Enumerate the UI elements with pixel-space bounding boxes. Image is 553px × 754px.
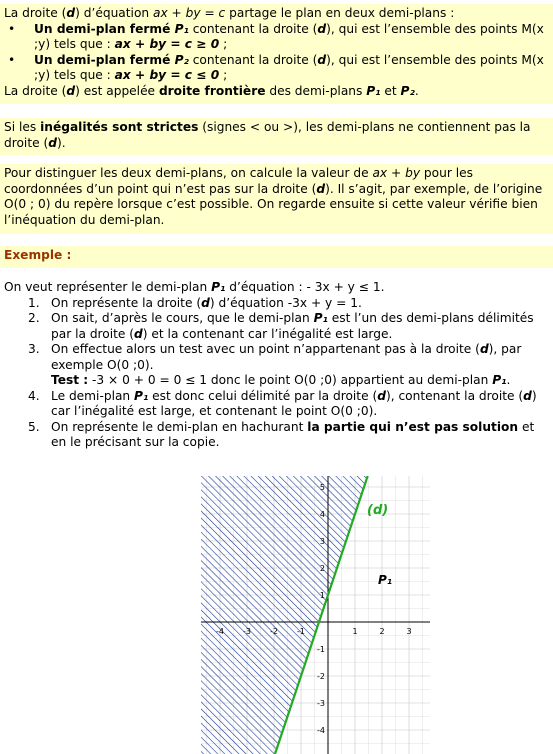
method-box: Pour distinguer les deux demi-plans, on calcule la valeur de ax + by pour les coordonnées d’un point qui n’est pas sur la droite (d). Il s’agit, par exemple, de l’origine O(0 ; 0) du repère lorsque c’est possible. On regarde ensuite si cette valeur vérifie bien l’inéquation du demi-plan. xyxy=(0,164,553,234)
region-label: P₁ xyxy=(378,573,393,587)
step-2: 2. On sait, d’après le cours, que le demi-plan P₁ est l’un des demi-plans délimités par la droite (d) et la contenant car l’inégalité est large. xyxy=(28,311,534,341)
y-tick-label: 2 xyxy=(319,564,325,573)
x-tick-label: -4 xyxy=(216,627,224,636)
y-tick-label: 3 xyxy=(319,537,325,546)
steps-list xyxy=(4,296,544,451)
x-tick-label: 3 xyxy=(406,627,412,636)
bullet-p1: • Un demi-plan fermé P₁ contenant la droite (d), qui est l’ensemble des points M(x ;y) tels que : ax + by = c ≥ 0 ; xyxy=(8,21,544,51)
definition-box xyxy=(0,4,553,104)
bullet-p2: • Un demi-plan fermé P₂ contenant la droite (d), qui est l’ensemble des points M(x ;y) tels que : ax + by = c ≤ 0 ; xyxy=(8,52,544,82)
step-4: 4. Le demi-plan P₁ est donc celui délimité par la droite (d), contenant la droite (d) car l’inégalité est large, et contenant le point O(0 ;0). xyxy=(28,388,537,418)
y-tick-label: -3 xyxy=(317,699,325,708)
frontier-line: La droite (d) est appelée droite frontière des demi-plans P₁ et P₂. xyxy=(4,83,419,98)
intro-line: La droite (d) d’équation ax + by = c partage le plan en deux demi-plans : xyxy=(4,6,455,20)
example-heading: Exemple : xyxy=(4,248,72,262)
y-tick-label: 5 xyxy=(319,483,325,492)
bullet-icon: • xyxy=(8,21,16,36)
y-tick-label: 4 xyxy=(319,510,325,519)
hatched-region xyxy=(201,476,368,754)
y-tick-label: 1 xyxy=(319,591,325,600)
x-tick-label: 2 xyxy=(379,627,385,636)
half-plane-graph xyxy=(201,476,430,754)
y-tick-label: -4 xyxy=(317,726,325,735)
x-tick-label: 1 xyxy=(352,627,358,636)
x-tick-label: -3 xyxy=(243,627,251,636)
y-tick-label: -2 xyxy=(317,672,325,681)
bullet-icon: • xyxy=(8,52,16,67)
step-1: 1. On représente la droite (d) d’équation -3x + y = 1. xyxy=(28,295,362,310)
x-tick-label: -2 xyxy=(270,627,278,636)
example-body xyxy=(4,280,544,451)
step-3: 3. On effectue alors un test avec un point n’appartenant pas à la droite (d), par exemple O(0 ;0). Test : -3 × 0 + 0 = 0 ≤ 1 donc le point O(0 ;0) appartient au demi-plan P₁. xyxy=(28,342,522,387)
example-heading-box xyxy=(0,246,553,268)
line-label: (d) xyxy=(367,503,389,518)
x-tick-label: -1 xyxy=(297,627,305,636)
step-5: 5. On représente le demi-plan en hachurant la partie qui n’est pas solution et en le précisant sur la copie. xyxy=(28,419,535,449)
y-tick-label: -1 xyxy=(317,645,325,654)
strict-inequality-box: Si les inégalités sont strictes (signes < ou >), les demi-plans ne contiennent pas la droite (d). xyxy=(0,118,553,155)
example-intro: On veut représenter le demi-plan P₁ d’équation : - 3x + y ≤ 1. xyxy=(4,280,385,294)
